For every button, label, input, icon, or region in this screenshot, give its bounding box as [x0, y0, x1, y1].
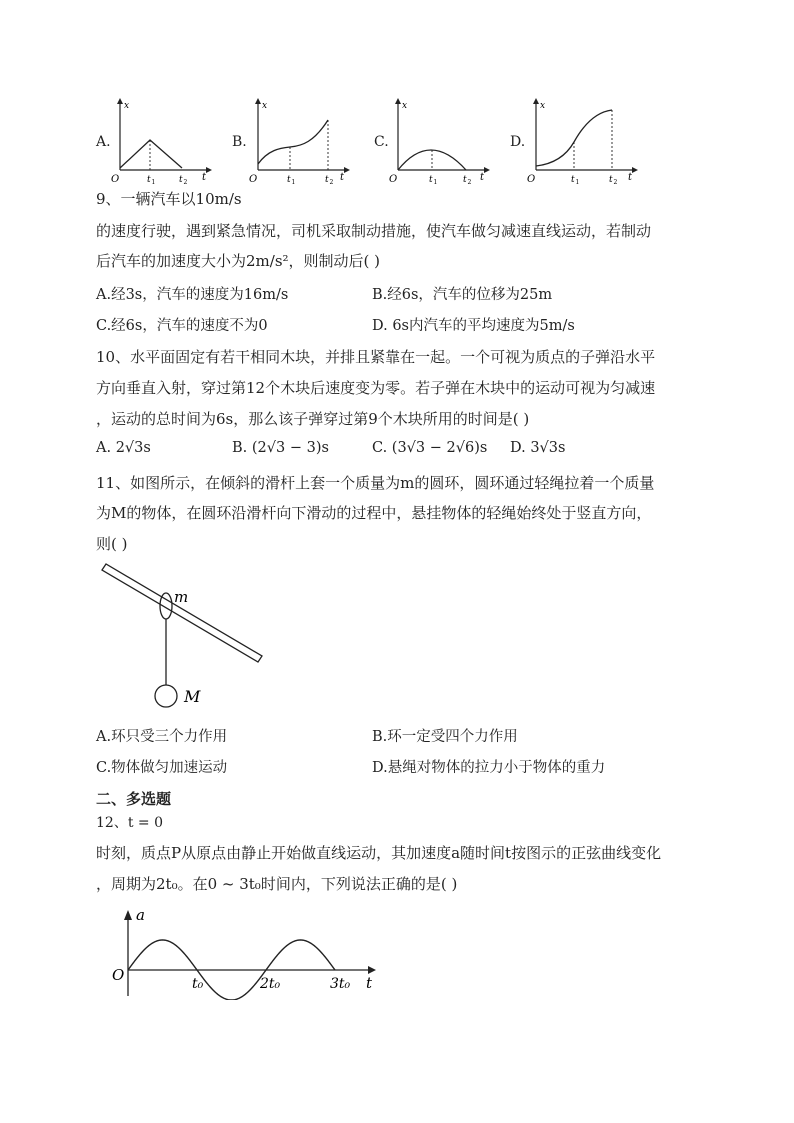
q9-stem-line2: 的速度行驶，遇到紧急情况，司机采取制动措施，使汽车做匀减速直线运动，若制动: [96, 222, 652, 240]
q12-stem-line3: ，周期为2t₀。在0 ~ 3t₀时间内，下列说法正确的是( ): [96, 875, 458, 893]
q10-stem-line3: ，运动的总时间为6s，那么该子弹穿过第9个木块所用的时间是( ): [96, 410, 530, 428]
origin-label: O: [249, 174, 258, 184]
q11-stem-line2: 为M的物体，在圆环沿滑杆向下滑动的过程中，悬挂物体的轻绳始终处于竖直方向，: [96, 504, 652, 522]
q11-option-c: C.物体做匀加速运动: [96, 760, 228, 776]
t1-sub: 1: [433, 179, 438, 184]
axis-y-label: a: [136, 908, 145, 924]
q8-graph-d: [524, 96, 644, 184]
q9-stem-line1: 9、一辆汽车以10m/s: [96, 190, 242, 208]
q9-stem-line3: 后汽车的加速度大小为2m/s²，则制动后( ): [96, 252, 381, 270]
q8-graphs: [90, 96, 650, 188]
t2-sub: 2: [467, 179, 472, 184]
origin-label: O: [389, 174, 398, 184]
q8-graph-a: [108, 96, 218, 184]
q10-option-d: D. 3√3s: [510, 440, 566, 456]
q8-option-c-label: C.: [374, 134, 389, 150]
q9-option-b: B.经6s，汽车的位移为25m: [372, 287, 553, 303]
axis-x-label: t: [480, 172, 485, 183]
t1-label: t: [147, 175, 151, 184]
t2-sub: 2: [183, 179, 188, 184]
q10-stem-line2: 方向垂直入射，穿过第12个木块后速度变为零。若子弹在木块中的运动可视为匀减速: [96, 379, 656, 397]
q11-stem-line3: 则( ): [96, 535, 128, 553]
t2-sub: 2: [329, 179, 334, 184]
tick-label-3t0: 3t₀: [330, 976, 351, 992]
q10-option-c: C. (3√3 − 2√6)s: [372, 440, 488, 456]
q11-stem-line1: 11、如图所示，在倾斜的滑杆上套一个质量为m的圆环，圆环通过轻绳拉着一个质量: [96, 474, 655, 492]
q12-stem-line1: 12、t = 0: [96, 815, 163, 831]
t2-label: t: [609, 175, 613, 184]
axis-y-label: x: [124, 101, 130, 111]
q9-option-c: C.经6s，汽车的速度不为0: [96, 318, 268, 334]
q8-graph-b: [246, 96, 356, 184]
axis-x-label: t: [340, 172, 345, 183]
t1-sub: 1: [151, 179, 156, 184]
q10-option-a: A. 2√3s: [96, 440, 151, 456]
t2-label: t: [179, 175, 183, 184]
q8-option-b-label: B.: [232, 134, 247, 150]
axis-x-label: t: [366, 974, 373, 992]
origin-label: O: [111, 174, 120, 184]
t2-sub: 2: [613, 179, 618, 184]
axis-y-label: x: [540, 101, 546, 111]
axis-x-label: t: [628, 172, 633, 183]
t1-label: t: [571, 175, 575, 184]
section-heading-multiple-choice: 二、多选题: [96, 790, 172, 808]
q12-sine-graph: [106, 908, 396, 1000]
axis-x-label: t: [202, 172, 207, 183]
origin-label: O: [527, 174, 536, 184]
t1-sub: 1: [575, 179, 580, 184]
origin-label: O: [112, 966, 125, 984]
q9-option-d: D. 6s内汽车的平均速度为5m/s: [372, 318, 575, 334]
q8-option-d-label: D.: [510, 134, 526, 150]
axis-y-label: x: [262, 101, 268, 111]
q11-option-b: B.环一定受四个力作用: [372, 729, 518, 745]
q11-option-a: A.环只受三个力作用: [96, 729, 228, 745]
axis-y-label: x: [402, 101, 408, 111]
t1-label: t: [287, 175, 291, 184]
object-mass-label: M: [184, 687, 201, 706]
q12-stem-line2: 时刻，质点P从原点由静止开始做直线运动，其加速度a随时间t按图示的正弦曲线变化: [96, 844, 662, 862]
ring-mass-label: m: [174, 588, 189, 606]
q8-option-a-label: A.: [96, 134, 111, 150]
q10-stem-line1: 10、水平面固定有若干相同木块，并排且紧靠在一起。一个可视为质点的子弹沿水平: [96, 348, 656, 366]
q10-option-b: B. (2√3 − 3)s: [232, 440, 329, 456]
q8-graph-c: [386, 96, 496, 184]
tick-label-2t0: 2t₀: [260, 976, 281, 992]
q11-option-d: D.悬绳对物体的拉力小于物体的重力: [372, 760, 606, 776]
tick-label-t0: t₀: [192, 976, 204, 992]
q9-option-a: A.经3s，汽车的速度为16m/s: [96, 287, 289, 303]
t2-label: t: [463, 175, 467, 184]
t1-label: t: [429, 175, 433, 184]
t1-sub: 1: [291, 179, 296, 184]
t2-label: t: [325, 175, 329, 184]
q11-diagram-rod-ring-mass: [98, 562, 278, 712]
